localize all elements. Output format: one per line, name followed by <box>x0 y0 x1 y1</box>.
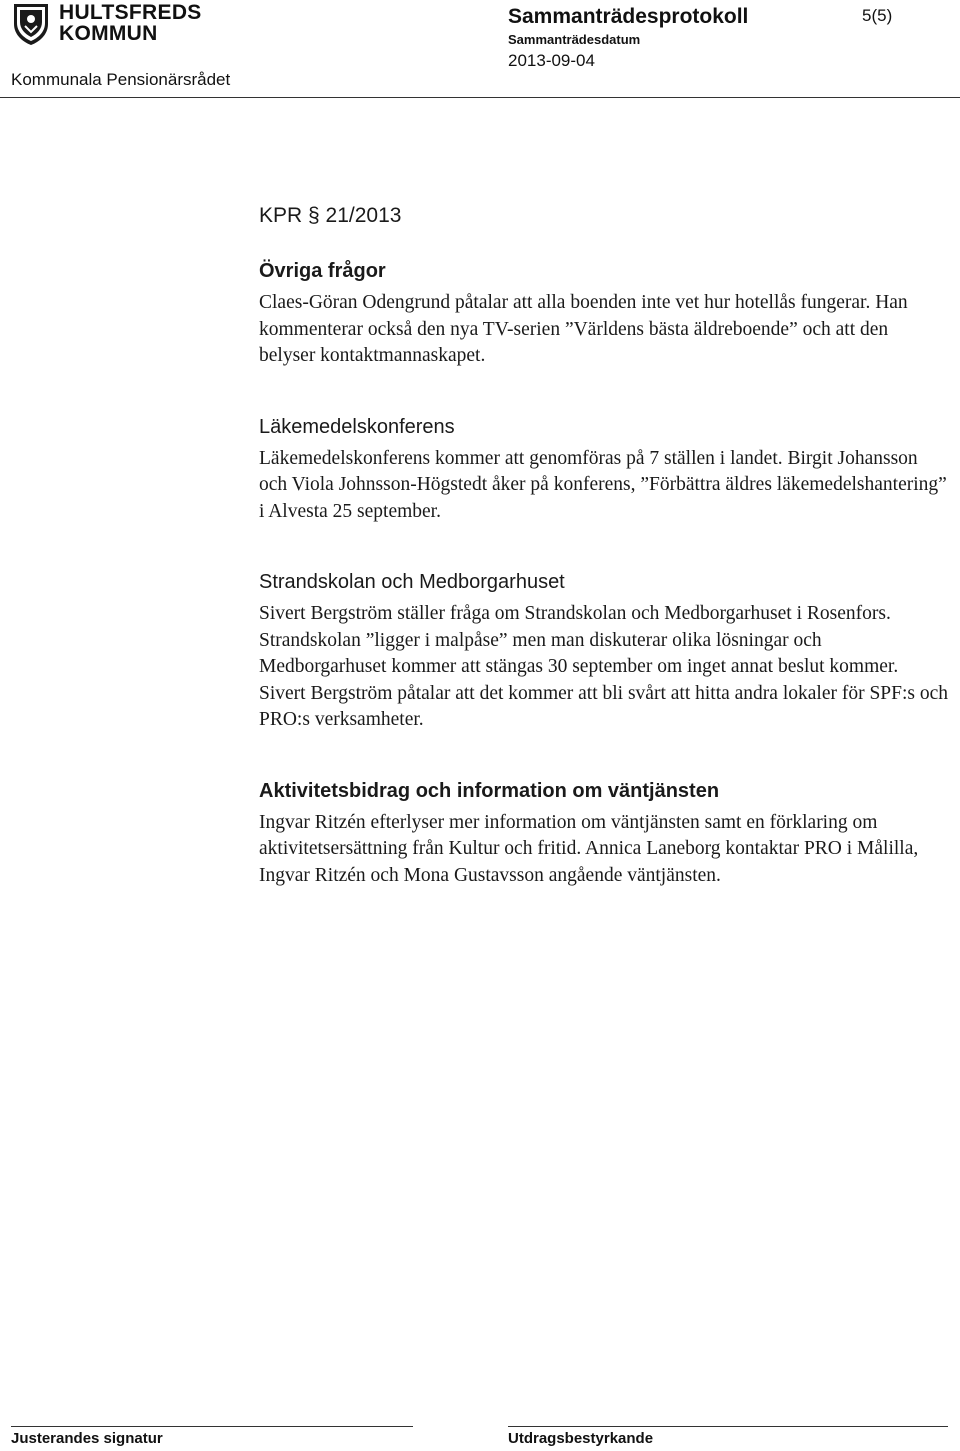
section-heading: Övriga frågor <box>259 260 386 282</box>
section-body: Sivert Bergström ställer fråga om Strandskolan och Medborgarhuset i Rosenfors. Strandskolan ”ligger i malpåse” men man diskuterar olika lösningar och Medborgarhuset kommer att stängas 30 september om inget annat beslut kommer. Sivert Bergström påtalar att det kommer att bli svårt att hitta andra lokaler för SPF:s och PRO:s verksamheter. <box>259 603 949 730</box>
adjuster-signature-label: Justerandes signatur <box>11 1430 163 1447</box>
section-body: Claes-Göran Odengrund påtalar att alla boenden inte vet hur hotellås fungerar. Han kommenterar också den nya TV-serien ”Världens bästa äldreboende” och att den belyser kontaktmannaskapet. <box>259 292 908 366</box>
coat-of-arms-icon <box>11 2 51 46</box>
section-body: Ingvar Ritzén efterlyser mer information om väntjänsten samt en förklaring om aktivitetsersättning från Kultur och fritid. Annica Laneborg kontaktar PRO i Målilla, Ingvar Ritzén och Mona Gustavsson angående väntjänsten. <box>259 811 919 886</box>
section-heading: Aktivitetsbidrag och information om väntjänsten <box>259 779 720 802</box>
extract-certification-label: Utdragsbestyrkande <box>508 1430 654 1447</box>
logo-line-2: KOMMUN <box>59 22 158 45</box>
meeting-date-label: Sammanträdesdatum <box>508 32 641 47</box>
page-number: 5(5) <box>862 6 893 25</box>
section-aktivitetsbidrag <box>259 778 949 890</box>
section-body: Läkemedelskonferens kommer att genomföras på 7 ställen i landet. Birgit Johansson och Viola Johnsson-Högstedt åker på konferens, ”Förbättra äldres läkemedelshantering” i Alvesta 25 september. <box>259 447 947 522</box>
municipality-logo <box>11 1 202 46</box>
section-lakemedelskonferens <box>259 414 949 526</box>
case-number: KPR § 21/2013 <box>259 204 402 227</box>
header-divider <box>0 97 960 98</box>
section-strandskolan <box>259 569 949 734</box>
organization-name: Kommunala Pensionärsrådet <box>11 70 231 89</box>
logo-wordmark <box>59 2 202 44</box>
protocol-content <box>259 200 949 929</box>
document-title: Sammanträdesprotokoll <box>508 5 749 28</box>
meeting-date-value: 2013-09-04 <box>508 51 595 70</box>
section-heading: Strandskolan och Medborgarhuset <box>259 571 565 593</box>
section-ovriga-fragor <box>259 258 949 370</box>
signature-line-left <box>11 1426 413 1427</box>
signature-line-right <box>508 1426 948 1427</box>
logo-line-1: HULTSFREDS <box>59 1 202 24</box>
section-heading: Läkemedelskonferens <box>259 415 455 438</box>
